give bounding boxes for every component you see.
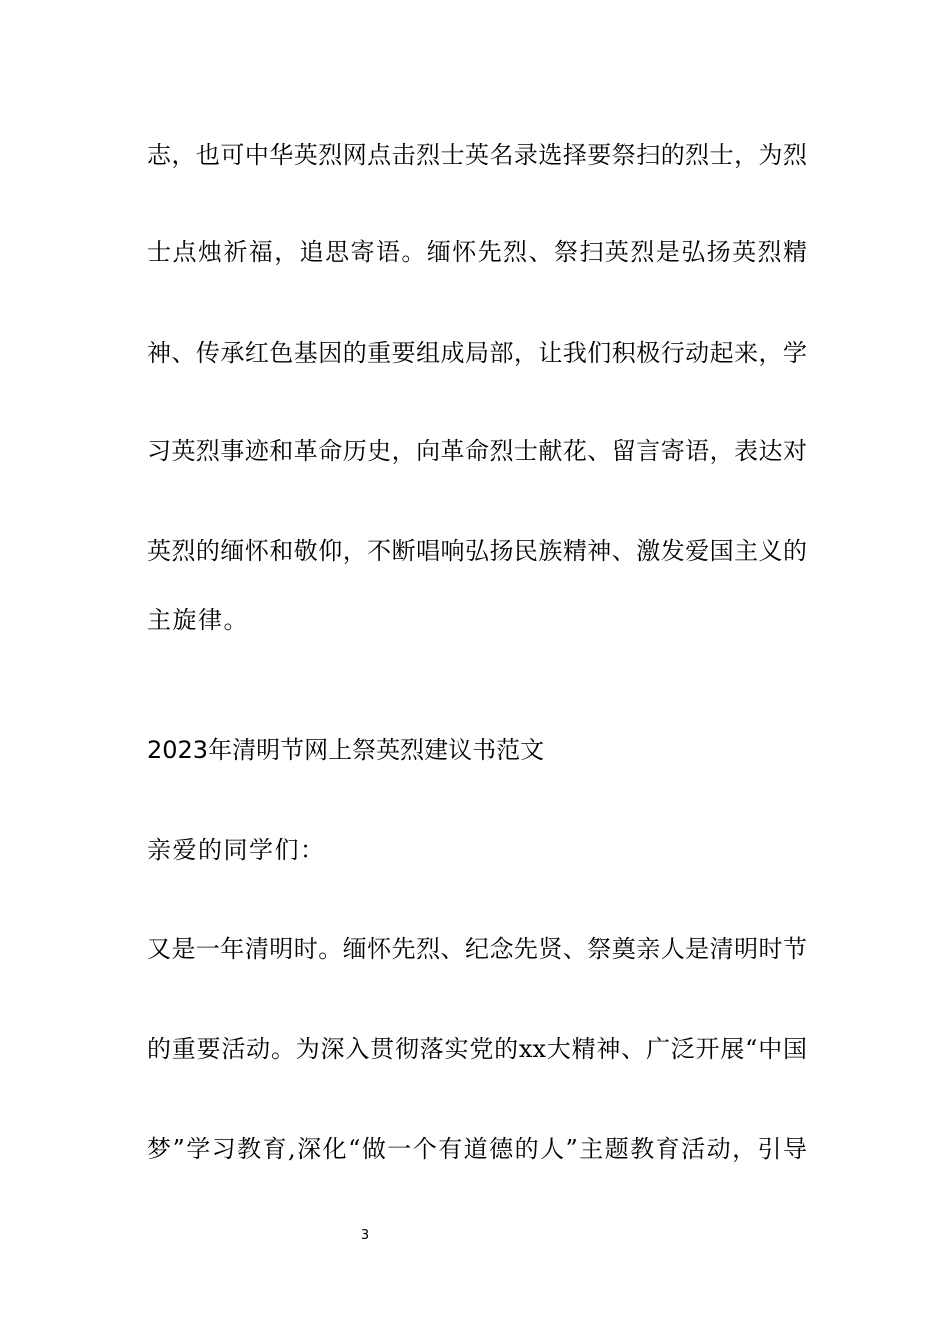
paragraph-line: 士点烛祈福，追思寄语。缅怀先烈、祭扫英烈是弘扬英烈精 — [147, 238, 807, 266]
paragraph-line: 梦”学习教育,深化“做一个有道德的人”主题教育活动，引导 — [147, 1135, 807, 1163]
paragraph-line: 志，也可中华英烈网点击烈士英名录选择要祭扫的烈士，为烈 — [147, 141, 807, 169]
section-heading: 2023年清明节网上祭英烈建议书范文 — [147, 736, 545, 764]
paragraph-line: 又是一年清明时。缅怀先烈、纪念先贤、祭奠亲人是清明时节 — [147, 935, 807, 963]
salutation: 亲爱的同学们： — [147, 836, 326, 864]
paragraph-line-last: 主旋律。 — [147, 606, 249, 634]
page-number: 3 — [360, 1228, 370, 1243]
paragraph-line: 英烈的缅怀和敬仰，不断唱响弘扬民族精神、激发爱国主义的 — [147, 537, 807, 565]
paragraph-line: 习英烈事迹和革命历史，向革命烈士献花、留言寄语，表达对 — [147, 437, 807, 465]
paragraph-line: 神、传承红色基因的重要组成局部，让我们积极行动起来，学 — [147, 339, 807, 367]
paragraph-line: 的重要活动。为深入贯彻落实党的xx大精神、广泛开展“中国 — [147, 1035, 807, 1063]
